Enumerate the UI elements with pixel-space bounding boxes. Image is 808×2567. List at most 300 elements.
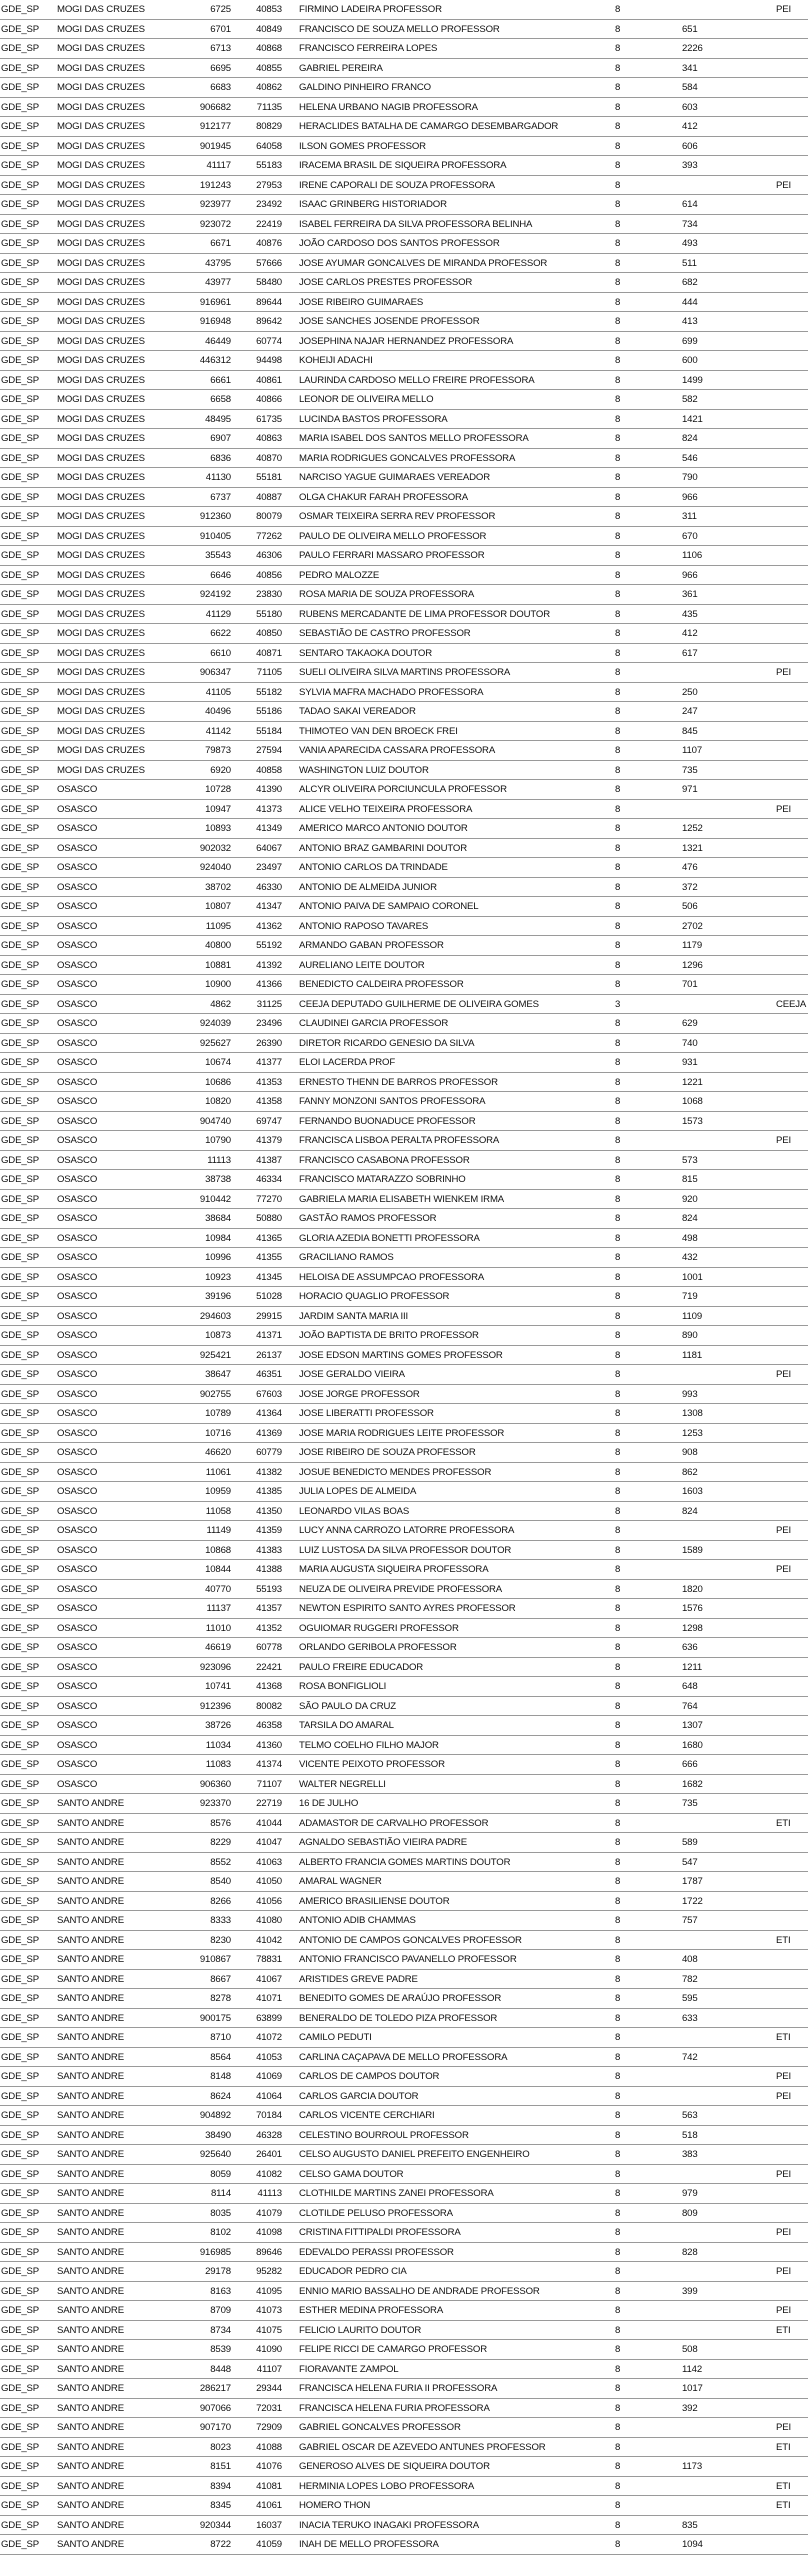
city-cell: MOGI DAS CRUZES bbox=[57, 4, 145, 15]
type-cell: 8 bbox=[615, 1252, 621, 1263]
table-row bbox=[0, 2399, 808, 2419]
school-name-cell: JULIA LOPES DE ALMEIDA bbox=[299, 1486, 417, 1497]
type-cell: 8 bbox=[615, 2461, 621, 2472]
region-cell: GDE_SP bbox=[1, 452, 40, 464]
region-cell: GDE_SP bbox=[1, 82, 40, 93]
region-cell: GDE_SP bbox=[1, 628, 40, 639]
table-row bbox=[0, 2438, 808, 2458]
type-cell: 8 bbox=[615, 1603, 621, 1614]
table-row bbox=[0, 2028, 808, 2048]
school-name-cell: ANTONIO FRANCISCO PAVANELLO PROFESSOR bbox=[299, 1954, 517, 1965]
code-cell: 41382 bbox=[256, 1466, 282, 1478]
enrollment-cell: 1106 bbox=[682, 550, 703, 561]
school-name-cell: JOÃO CARDOSO DOS SANTOS PROFESSOR bbox=[299, 238, 500, 249]
school-name-cell: OLGA CHAKUR FARAH PROFESSORA bbox=[299, 491, 469, 503]
type-cell: 8 bbox=[615, 2012, 621, 2024]
type-cell: 8 bbox=[615, 940, 621, 951]
table-row bbox=[0, 351, 808, 371]
type-cell: 8 bbox=[615, 706, 621, 717]
type-cell: 8 bbox=[615, 1778, 621, 1790]
code-cell: 23492 bbox=[256, 199, 282, 210]
school-id-cell: 6661 bbox=[210, 374, 231, 386]
enrollment-cell: 1321 bbox=[682, 842, 703, 854]
school-name-cell: LUCINDA BASTOS PROFESSORA bbox=[299, 413, 448, 425]
school-id-cell: 920344 bbox=[199, 2519, 231, 2531]
region-cell: GDE_SP bbox=[1, 1622, 40, 1634]
code-cell: 41355 bbox=[256, 1252, 282, 1263]
city-cell: SANTO ANDRE bbox=[57, 1798, 124, 1809]
table-row bbox=[0, 1502, 808, 1522]
type-cell: 8 bbox=[615, 1232, 621, 1244]
region-cell: GDE_SP bbox=[1, 2168, 40, 2180]
code-cell: 41082 bbox=[256, 2168, 282, 2180]
region-cell: GDE_SP bbox=[1, 1564, 40, 1575]
type-cell: 8 bbox=[615, 2519, 621, 2531]
table-row bbox=[0, 2106, 808, 2126]
enrollment-cell: 546 bbox=[682, 452, 698, 464]
table-row bbox=[0, 117, 808, 137]
enrollment-cell: 1253 bbox=[682, 1427, 703, 1439]
school-id-cell: 8667 bbox=[210, 1973, 231, 1985]
city-cell: SANTO ANDRE bbox=[57, 2363, 124, 2375]
school-id-cell: 907066 bbox=[199, 2402, 231, 2414]
region-cell: GDE_SP bbox=[1, 1973, 40, 1985]
city-cell: SANTO ANDRE bbox=[57, 2188, 124, 2199]
table-row bbox=[0, 2379, 808, 2399]
table-row bbox=[0, 1892, 808, 1912]
enrollment-cell: 828 bbox=[682, 2246, 698, 2258]
code-cell: 40858 bbox=[256, 764, 282, 776]
enrollment-cell: 444 bbox=[682, 296, 698, 308]
table-row bbox=[0, 1970, 808, 1990]
type-cell: 8 bbox=[615, 2110, 621, 2121]
type-cell: 8 bbox=[615, 335, 621, 347]
region-cell: GDE_SP bbox=[1, 823, 40, 834]
table-row bbox=[0, 1034, 808, 1054]
enrollment-cell: 966 bbox=[682, 491, 698, 503]
type-cell: 8 bbox=[615, 1837, 621, 1848]
school-name-cell: FRANCISCA LISBOA PERALTA PROFESSORA bbox=[299, 1135, 500, 1146]
city-cell: MOGI DAS CRUZES bbox=[57, 82, 145, 93]
enrollment-cell: 412 bbox=[682, 121, 698, 132]
enrollment-cell: 1173 bbox=[682, 2461, 703, 2472]
region-cell: GDE_SP bbox=[1, 1232, 40, 1244]
code-cell: 41047 bbox=[256, 1837, 282, 1848]
school-name-cell: HORACIO QUAGLIO PROFESSOR bbox=[299, 1291, 450, 1302]
city-cell: SANTO ANDRE bbox=[57, 2344, 124, 2355]
school-name-cell: NARCISO YAGUE GUIMARAES VEREADOR bbox=[299, 472, 491, 483]
school-id-cell: 6713 bbox=[210, 43, 231, 54]
type-cell: 8 bbox=[615, 1193, 621, 1205]
school-id-cell: 906347 bbox=[199, 667, 231, 678]
region-cell: GDE_SP bbox=[1, 218, 40, 230]
school-id-cell: 10947 bbox=[205, 803, 231, 815]
school-id-cell: 40496 bbox=[205, 706, 231, 717]
school-name-cell: JOSE RIBEIRO DE SOUZA PROFESSOR bbox=[299, 1447, 476, 1458]
school-name-cell: PAULO FREIRE EDUCADOR bbox=[299, 1661, 424, 1673]
school-id-cell: 10900 bbox=[205, 979, 231, 990]
region-cell: GDE_SP bbox=[1, 1252, 40, 1263]
region-cell: GDE_SP bbox=[1, 1720, 40, 1731]
table-row bbox=[0, 2087, 808, 2107]
city-cell: MOGI DAS CRUZES bbox=[57, 628, 145, 639]
school-id-cell: 10893 bbox=[205, 823, 231, 834]
school-id-cell: 6610 bbox=[210, 647, 231, 659]
region-cell: GDE_SP bbox=[1, 1876, 40, 1887]
city-cell: OSASCO bbox=[57, 1700, 98, 1712]
school-name-cell: BENEDICTO CALDEIRA PROFESSOR bbox=[299, 979, 464, 990]
region-cell: GDE_SP bbox=[1, 43, 40, 54]
school-id-cell: 10996 bbox=[205, 1252, 231, 1263]
region-cell: GDE_SP bbox=[1, 2071, 40, 2082]
region-cell: GDE_SP bbox=[1, 998, 40, 1010]
enrollment-cell: 835 bbox=[682, 2519, 698, 2531]
type-cell: 8 bbox=[615, 1369, 621, 1380]
code-cell: 41072 bbox=[256, 2032, 282, 2043]
school-id-cell: 8394 bbox=[210, 2480, 231, 2492]
city-cell: OSASCO bbox=[57, 940, 98, 951]
type-cell: 8 bbox=[615, 1174, 621, 1185]
type-cell: 3 bbox=[615, 998, 621, 1010]
enrollment-cell: 824 bbox=[682, 433, 698, 444]
school-id-cell: 40800 bbox=[205, 940, 231, 951]
enrollment-cell: 1308 bbox=[682, 1408, 703, 1419]
enrollment-cell: 1499 bbox=[682, 374, 703, 386]
school-id-cell: 41142 bbox=[205, 725, 231, 737]
school-name-cell: MARIA AUGUSTA SIQUEIRA PROFESSORA bbox=[299, 1564, 489, 1575]
city-cell: MOGI DAS CRUZES bbox=[57, 335, 145, 347]
enrollment-cell: 1179 bbox=[682, 940, 703, 951]
school-name-cell: TELMO COELHO FILHO MAJOR bbox=[299, 1739, 439, 1751]
city-cell: SANTO ANDRE bbox=[57, 2285, 124, 2297]
code-cell: 55193 bbox=[256, 1583, 282, 1595]
table-row bbox=[0, 1658, 808, 1678]
school-name-cell: MARIA RODRIGUES GONCALVES PROFESSORA bbox=[299, 452, 516, 464]
city-cell: MOGI DAS CRUZES bbox=[57, 277, 145, 288]
city-cell: MOGI DAS CRUZES bbox=[57, 23, 145, 35]
enrollment-cell: 1421 bbox=[682, 413, 703, 425]
region-cell: GDE_SP bbox=[1, 2246, 40, 2258]
type-cell: 8 bbox=[615, 2539, 621, 2550]
city-cell: SANTO ANDRE bbox=[57, 1837, 124, 1848]
type-cell: 8 bbox=[615, 1739, 621, 1751]
code-cell: 41349 bbox=[256, 823, 282, 834]
code-cell: 41098 bbox=[256, 2227, 282, 2238]
city-cell: OSASCO bbox=[57, 1076, 98, 1088]
table-row bbox=[0, 1112, 808, 1132]
enrollment-cell: 719 bbox=[682, 1291, 698, 1302]
city-cell: MOGI DAS CRUZES bbox=[57, 316, 145, 327]
school-name-cell: SEBASTIÃO DE CASTRO PROFESSOR bbox=[299, 628, 471, 639]
region-cell: GDE_SP bbox=[1, 1349, 40, 1361]
school-name-cell: ORLANDO GERIBOLA PROFESSOR bbox=[299, 1642, 457, 1653]
school-id-cell: 8552 bbox=[210, 1856, 231, 1868]
school-id-cell: 29178 bbox=[205, 2266, 231, 2277]
enrollment-cell: 1722 bbox=[682, 1895, 703, 1907]
type-cell: 8 bbox=[615, 842, 621, 854]
region-cell: GDE_SP bbox=[1, 2500, 40, 2511]
region-cell: GDE_SP bbox=[1, 1778, 40, 1790]
enrollment-cell: 573 bbox=[682, 1154, 698, 1166]
enrollment-cell: 701 bbox=[682, 979, 698, 990]
school-name-cell: VICENTE PEIXOTO PROFESSOR bbox=[299, 1759, 445, 1770]
region-cell: GDE_SP bbox=[1, 1934, 40, 1946]
type-cell: 8 bbox=[615, 2188, 621, 2199]
table-row bbox=[0, 975, 808, 995]
school-id-cell: 910867 bbox=[199, 1954, 231, 1965]
school-name-cell: JOÃO BAPTISTA DE BRITO PROFESSOR bbox=[299, 1330, 479, 1341]
enrollment-cell: 1820 bbox=[682, 1583, 703, 1595]
enrollment-cell: 1109 bbox=[682, 1310, 703, 1322]
table-row bbox=[0, 234, 808, 254]
school-id-cell: 41130 bbox=[205, 472, 231, 483]
table-row bbox=[0, 1833, 808, 1853]
school-name-cell: EDEVALDO PERASSI PROFESSOR bbox=[299, 2246, 454, 2258]
enrollment-cell: 666 bbox=[682, 1759, 698, 1770]
enrollment-cell: 890 bbox=[682, 1330, 698, 1341]
school-id-cell: 10881 bbox=[205, 959, 231, 971]
type-cell: 8 bbox=[615, 491, 621, 503]
school-id-cell: 912360 bbox=[199, 511, 231, 522]
type-cell: 8 bbox=[615, 1271, 621, 1283]
type-cell: 8 bbox=[615, 1154, 621, 1166]
school-id-cell: 8148 bbox=[210, 2071, 231, 2082]
code-cell: 50880 bbox=[256, 1213, 282, 1224]
school-name-cell: JARDIM SANTA MARIA III bbox=[299, 1310, 408, 1322]
type-cell: 8 bbox=[615, 1076, 621, 1088]
school-name-cell: FRANCISCO DE SOUZA MELLO PROFESSOR bbox=[299, 23, 500, 35]
type-cell: 8 bbox=[615, 1057, 621, 1068]
enrollment-cell: 971 bbox=[682, 784, 698, 795]
table-row bbox=[0, 1385, 808, 1405]
city-cell: OSASCO bbox=[57, 1057, 98, 1068]
school-id-cell: 10741 bbox=[205, 1681, 231, 1692]
type-cell: 8 bbox=[615, 2071, 621, 2082]
code-cell: 41059 bbox=[256, 2539, 282, 2550]
type-cell: 8 bbox=[615, 550, 621, 561]
code-cell: 41075 bbox=[256, 2324, 282, 2336]
code-cell: 55180 bbox=[256, 608, 282, 620]
city-cell: OSASCO bbox=[57, 1213, 98, 1224]
enrollment-cell: 633 bbox=[682, 2012, 698, 2024]
school-id-cell: 8710 bbox=[210, 2032, 231, 2043]
school-name-cell: FIRMINO LADEIRA PROFESSOR bbox=[299, 4, 442, 15]
city-cell: SANTO ANDRE bbox=[57, 2207, 124, 2219]
code-cell: 41061 bbox=[256, 2500, 282, 2511]
code-cell: 40850 bbox=[256, 628, 282, 639]
code-cell: 26137 bbox=[256, 1349, 282, 1361]
city-cell: MOGI DAS CRUZES bbox=[57, 745, 145, 756]
city-cell: OSASCO bbox=[57, 1466, 98, 1478]
city-cell: MOGI DAS CRUZES bbox=[57, 725, 145, 737]
school-name-cell: CLAUDINEI GARCIA PROFESSOR bbox=[299, 1018, 449, 1029]
enrollment-cell: 508 bbox=[682, 2344, 698, 2355]
program-cell: PEI bbox=[776, 2071, 792, 2082]
code-cell: 41366 bbox=[256, 979, 282, 990]
school-id-cell: 6671 bbox=[210, 238, 231, 249]
city-cell: MOGI DAS CRUZES bbox=[57, 647, 145, 659]
region-cell: GDE_SP bbox=[1, 1466, 40, 1478]
table-row bbox=[0, 2301, 808, 2321]
code-cell: 41352 bbox=[256, 1622, 282, 1634]
code-cell: 46334 bbox=[256, 1174, 282, 1185]
table-row bbox=[0, 761, 808, 781]
type-cell: 8 bbox=[615, 667, 621, 678]
city-cell: MOGI DAS CRUZES bbox=[57, 218, 145, 230]
school-id-cell: 6737 bbox=[210, 491, 231, 503]
city-cell: OSASCO bbox=[57, 1778, 98, 1790]
program-cell: PEI bbox=[776, 1369, 792, 1380]
table-row bbox=[0, 488, 808, 508]
enrollment-cell: 506 bbox=[682, 901, 698, 912]
type-cell: 8 bbox=[615, 2090, 621, 2102]
type-cell: 8 bbox=[615, 920, 621, 932]
city-cell: OSASCO bbox=[57, 1525, 98, 1536]
city-cell: OSASCO bbox=[57, 1583, 98, 1595]
school-id-cell: 38684 bbox=[205, 1213, 231, 1224]
region-cell: GDE_SP bbox=[1, 2480, 40, 2492]
school-name-cell: ROSA MARIA DE SOUZA PROFESSORA bbox=[299, 589, 475, 600]
city-cell: SANTO ANDRE bbox=[57, 1856, 124, 1868]
program-cell: ETI bbox=[776, 1817, 791, 1829]
table-row bbox=[0, 1190, 808, 1210]
enrollment-cell: 617 bbox=[682, 647, 698, 659]
table-row bbox=[0, 2223, 808, 2243]
region-cell: GDE_SP bbox=[1, 1291, 40, 1302]
city-cell: OSASCO bbox=[57, 979, 98, 990]
code-cell: 41353 bbox=[256, 1076, 282, 1088]
program-cell: ETI bbox=[776, 2324, 791, 2336]
school-id-cell: 39196 bbox=[205, 1291, 231, 1302]
program-cell: PEI bbox=[776, 179, 792, 191]
type-cell: 8 bbox=[615, 862, 621, 873]
code-cell: 40868 bbox=[256, 43, 282, 54]
table-row bbox=[0, 2067, 808, 2087]
type-cell: 8 bbox=[615, 1876, 621, 1887]
enrollment-cell: 250 bbox=[682, 686, 698, 698]
region-cell: GDE_SP bbox=[1, 784, 40, 795]
school-id-cell: 902755 bbox=[199, 1388, 231, 1400]
program-cell: ETI bbox=[776, 1934, 791, 1946]
table-row bbox=[0, 566, 808, 586]
table-row bbox=[0, 2184, 808, 2204]
table-row bbox=[0, 1638, 808, 1658]
table-row bbox=[0, 273, 808, 293]
city-cell: OSASCO bbox=[57, 1681, 98, 1692]
region-cell: GDE_SP bbox=[1, 764, 40, 776]
type-cell: 8 bbox=[615, 764, 621, 776]
code-cell: 23496 bbox=[256, 1018, 282, 1029]
type-cell: 8 bbox=[615, 2149, 621, 2160]
type-cell: 8 bbox=[615, 2422, 621, 2433]
enrollment-cell: 1298 bbox=[682, 1622, 703, 1634]
code-cell: 64067 bbox=[256, 842, 282, 854]
table-row bbox=[0, 1931, 808, 1951]
code-cell: 41347 bbox=[256, 901, 282, 912]
code-cell: 89646 bbox=[256, 2246, 282, 2258]
city-cell: OSASCO bbox=[57, 1486, 98, 1497]
enrollment-cell: 670 bbox=[682, 530, 698, 542]
region-cell: GDE_SP bbox=[1, 2090, 40, 2102]
school-id-cell: 900175 bbox=[199, 2012, 231, 2024]
city-cell: MOGI DAS CRUZES bbox=[57, 62, 145, 74]
code-cell: 41371 bbox=[256, 1330, 282, 1341]
region-cell: GDE_SP bbox=[1, 1759, 40, 1770]
type-cell: 8 bbox=[615, 2363, 621, 2375]
table-row bbox=[0, 722, 808, 742]
city-cell: OSASCO bbox=[57, 1154, 98, 1166]
type-cell: 8 bbox=[615, 1018, 621, 1029]
code-cell: 41390 bbox=[256, 784, 282, 795]
enrollment-cell: 1221 bbox=[682, 1076, 703, 1088]
school-id-cell: 46620 bbox=[205, 1447, 231, 1458]
school-name-cell: HERMINIA LOPES LOBO PROFESSORA bbox=[299, 2480, 475, 2492]
school-name-cell: OSMAR TEIXEIRA SERRA REV PROFESSOR bbox=[299, 511, 496, 522]
region-cell: GDE_SP bbox=[1, 2422, 40, 2433]
table-row bbox=[0, 1950, 808, 1970]
region-cell: GDE_SP bbox=[1, 160, 40, 171]
table-row bbox=[0, 2282, 808, 2302]
school-id-cell: 8564 bbox=[210, 2051, 231, 2063]
city-cell: SANTO ANDRE bbox=[57, 2032, 124, 2043]
region-cell: GDE_SP bbox=[1, 433, 40, 444]
table-row bbox=[0, 1989, 808, 2009]
city-cell: MOGI DAS CRUZES bbox=[57, 491, 145, 503]
table-row bbox=[0, 1151, 808, 1171]
table-row bbox=[0, 1073, 808, 1093]
table-row bbox=[0, 1092, 808, 1112]
school-id-cell: 11034 bbox=[205, 1739, 231, 1751]
school-id-cell: 46619 bbox=[205, 1642, 231, 1653]
enrollment-cell: 247 bbox=[682, 706, 698, 717]
school-id-cell: 286217 bbox=[199, 2383, 231, 2394]
type-cell: 8 bbox=[615, 1466, 621, 1478]
region-cell: GDE_SP bbox=[1, 686, 40, 698]
code-cell: 22419 bbox=[256, 218, 282, 230]
table-row bbox=[0, 1268, 808, 1288]
code-cell: 40870 bbox=[256, 452, 282, 464]
code-cell: 41053 bbox=[256, 2051, 282, 2063]
type-cell: 8 bbox=[615, 2305, 621, 2316]
region-cell: GDE_SP bbox=[1, 745, 40, 756]
region-cell: GDE_SP bbox=[1, 881, 40, 893]
table-row bbox=[0, 1677, 808, 1697]
city-cell: OSASCO bbox=[57, 1232, 98, 1244]
type-cell: 8 bbox=[615, 1310, 621, 1322]
school-name-cell: JOSUE BENEDICTO MENDES PROFESSOR bbox=[299, 1466, 492, 1478]
school-name-cell: CARLOS GARCIA DOUTOR bbox=[299, 2090, 419, 2102]
enrollment-cell: 1094 bbox=[682, 2539, 703, 2550]
city-cell: SANTO ANDRE bbox=[57, 1993, 124, 2004]
enrollment-cell: 1142 bbox=[682, 2363, 703, 2375]
type-cell: 8 bbox=[615, 1700, 621, 1712]
table-row bbox=[0, 2496, 808, 2516]
code-cell: 41088 bbox=[256, 2441, 282, 2453]
table-row bbox=[0, 2145, 808, 2165]
school-name-cell: JOSE LIBERATTI PROFESSOR bbox=[299, 1408, 434, 1419]
city-cell: OSASCO bbox=[57, 1193, 98, 1205]
table-row bbox=[0, 390, 808, 410]
type-cell: 8 bbox=[615, 2207, 621, 2219]
city-cell: OSASCO bbox=[57, 1447, 98, 1458]
enrollment-cell: 383 bbox=[682, 2149, 698, 2160]
enrollment-cell: 1682 bbox=[682, 1778, 703, 1790]
school-id-cell: 923977 bbox=[199, 199, 231, 210]
school-name-cell: GRACILIANO RAMOS bbox=[299, 1252, 394, 1263]
code-cell: 67603 bbox=[256, 1388, 282, 1400]
region-cell: GDE_SP bbox=[1, 2344, 40, 2355]
school-id-cell: 8059 bbox=[210, 2168, 231, 2180]
